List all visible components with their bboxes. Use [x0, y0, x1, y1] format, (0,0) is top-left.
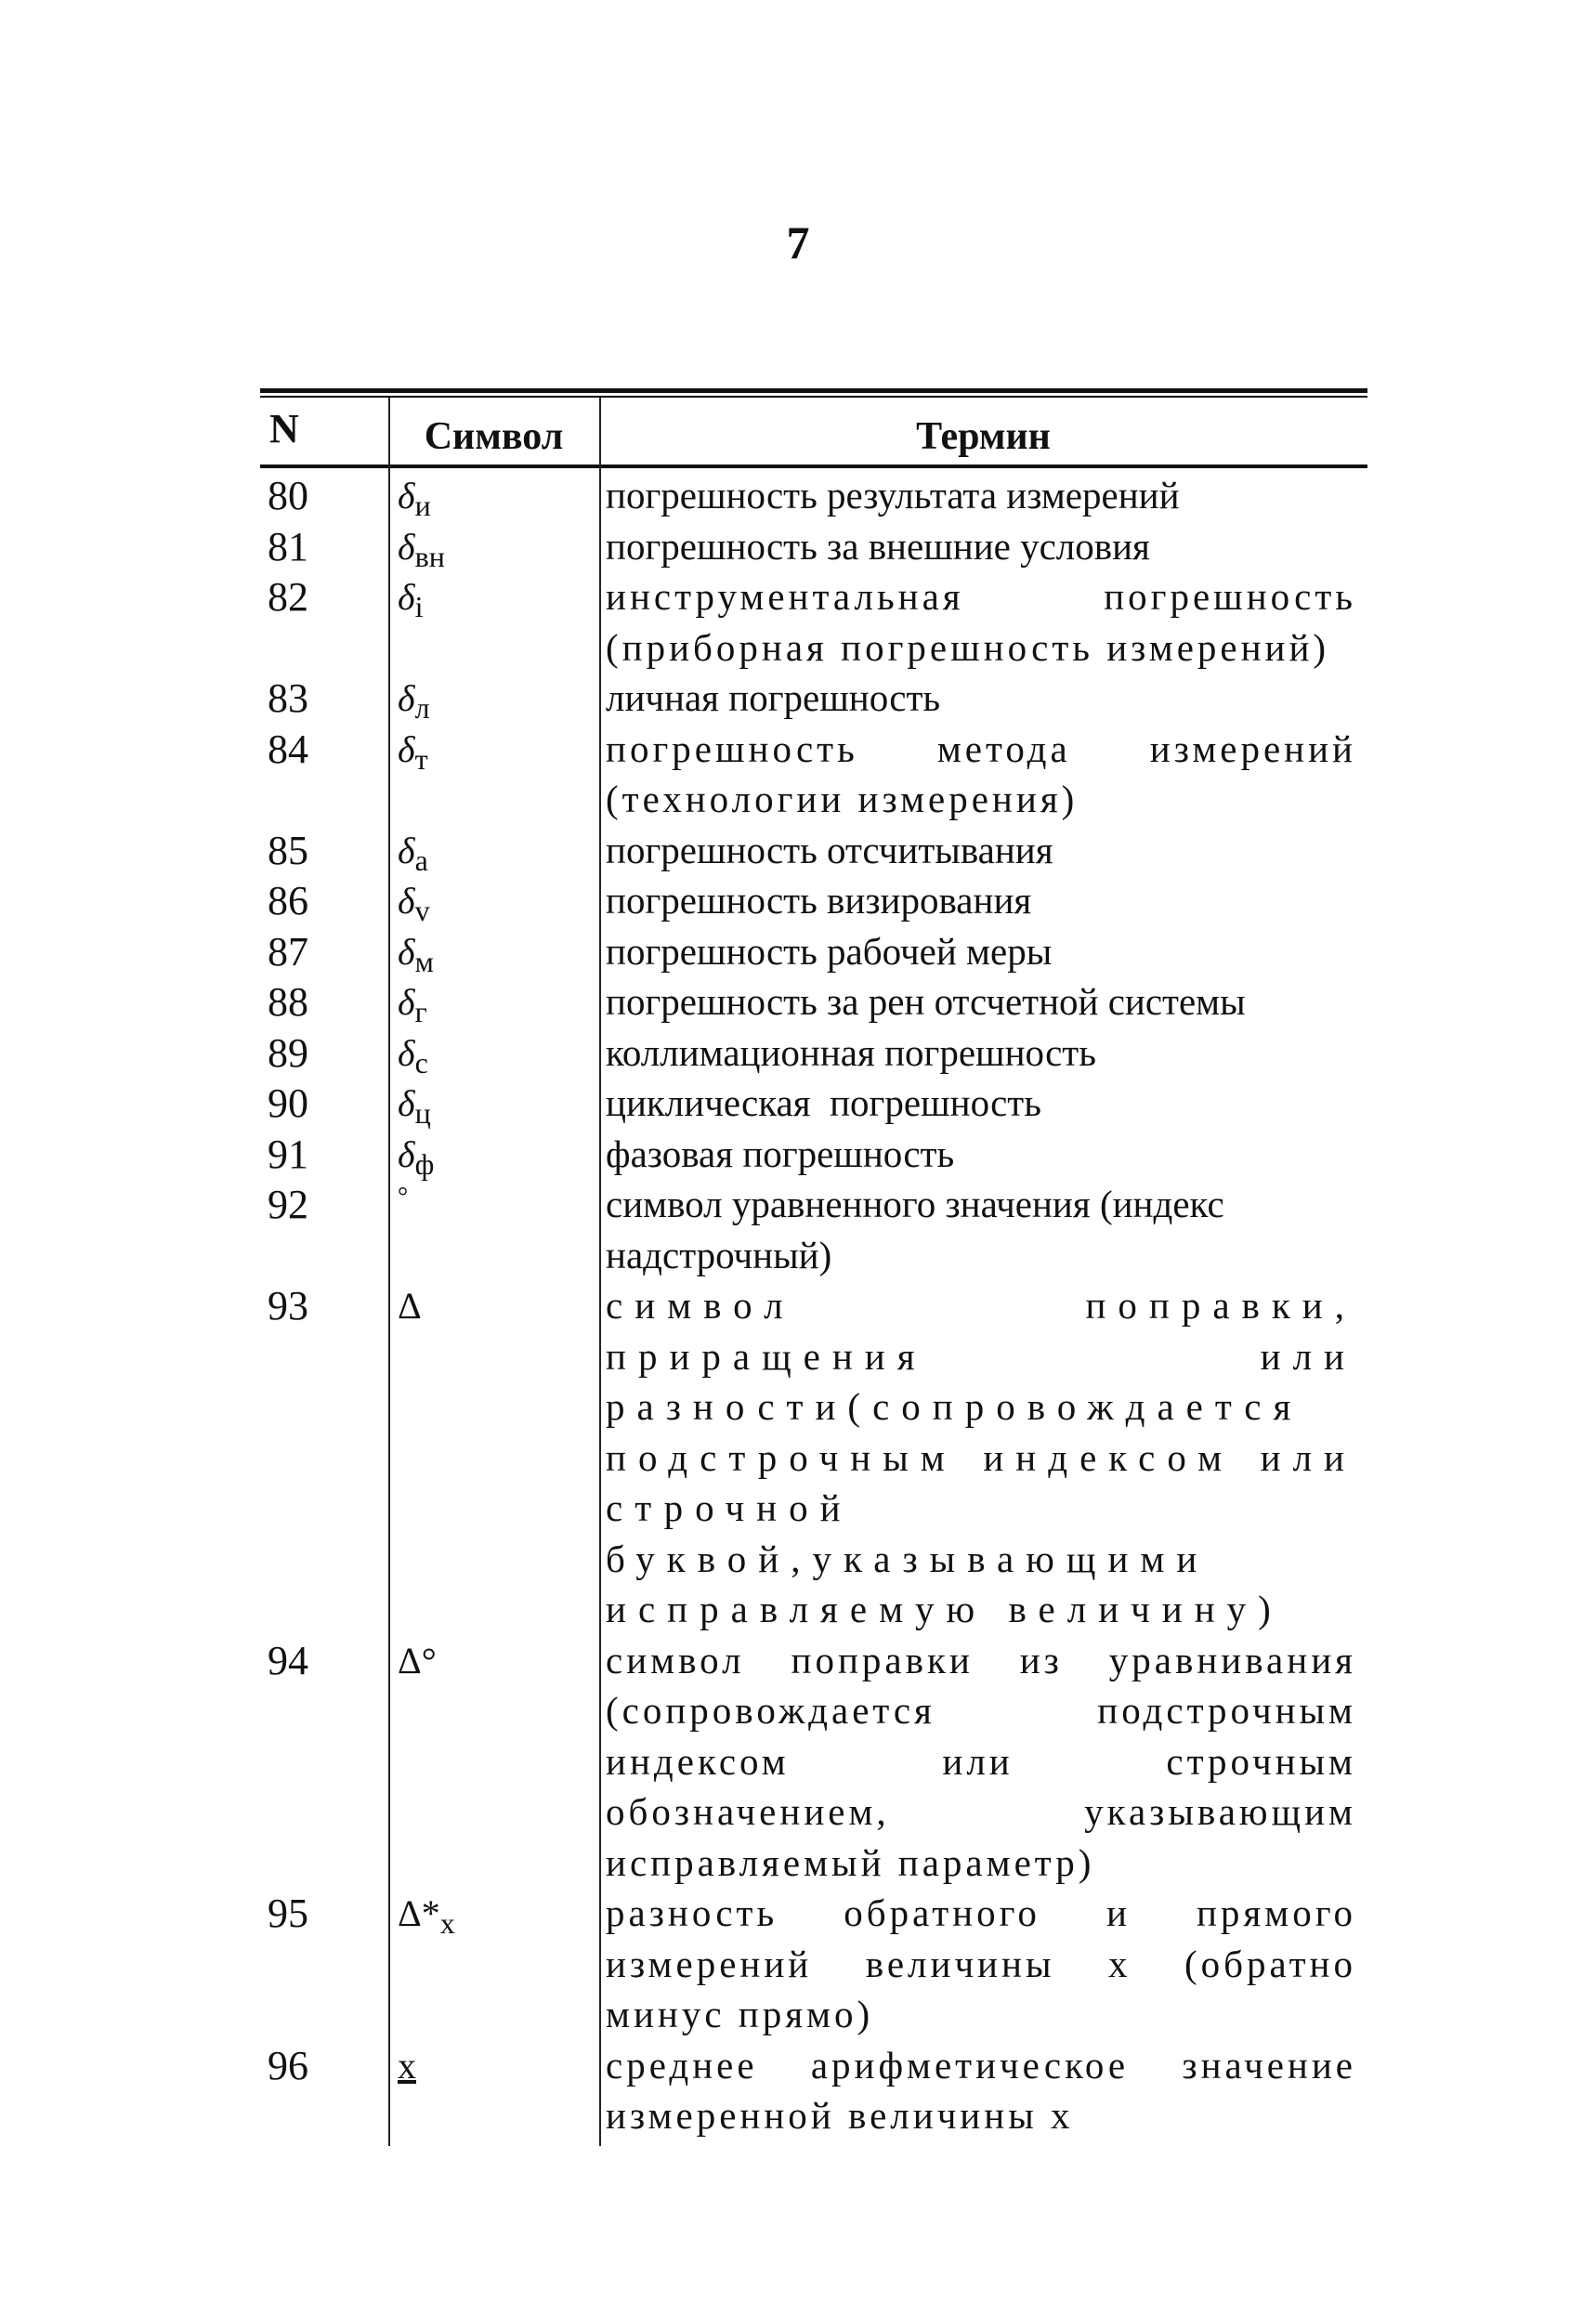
symbol-subscript: с — [414, 1045, 428, 1079]
row-number: 94 — [268, 1637, 308, 1683]
symbol-subscript: i — [414, 590, 424, 623]
symbol-base: δ — [398, 677, 415, 719]
row-term: фазовая погрешность — [606, 1132, 955, 1175]
row-symbol — [398, 926, 434, 980]
row-number: 92 — [268, 1182, 308, 1227]
symbol-subscript: ц — [414, 1096, 431, 1130]
table-row — [260, 1635, 1367, 1889]
header-symbol: Символ — [424, 415, 564, 458]
symbol-subscript: л — [414, 691, 430, 725]
row-term: погрешность за рен отсчетной системы — [606, 980, 1246, 1023]
table-row — [260, 1027, 1367, 1079]
row-number: 91 — [268, 1131, 308, 1177]
row-term: символ уравненного значения (индекс надстрочный) — [606, 1183, 1224, 1276]
row-number: 88 — [268, 979, 308, 1025]
row-number: 80 — [268, 473, 308, 518]
row-symbol — [398, 571, 423, 625]
symbol-base: δ — [398, 727, 415, 770]
row-term: символ поправки из уравнивания (сопровождается подстрочным индексом или строчным обозначением, указывающим исправляемый параметр) — [606, 1638, 1356, 1884]
row-symbol — [398, 1129, 434, 1183]
table-row — [260, 825, 1367, 876]
table-row — [260, 673, 1367, 724]
symbol-subscript: а — [414, 843, 428, 877]
row-term: личная погрешность — [606, 676, 941, 719]
table-row — [260, 724, 1367, 825]
row-term: среднее арифметическое значение измеренной величины x — [606, 2043, 1356, 2137]
symbol-subscript: v — [414, 894, 430, 927]
table-row — [260, 2040, 1367, 2141]
row-symbol — [398, 1888, 455, 1942]
table-row — [260, 976, 1367, 1027]
symbol-base: δ — [398, 1132, 415, 1175]
table-row — [260, 1888, 1367, 2040]
table-row — [260, 875, 1367, 926]
row-symbol — [398, 1027, 428, 1081]
symbol-base: δ — [398, 1031, 415, 1074]
symbol-base: δ — [398, 525, 415, 568]
symbol-base: δ — [398, 475, 415, 517]
table-body — [260, 470, 1367, 2141]
symbols-table — [260, 388, 1367, 2146]
row-number: 82 — [268, 574, 308, 620]
row-number: 85 — [268, 827, 308, 873]
symbol-subscript: ф — [414, 1146, 435, 1181]
table-row — [260, 521, 1367, 572]
row-term: погрешность отсчитывания — [606, 828, 1053, 871]
row-number: 93 — [268, 1283, 308, 1328]
row-number: 90 — [268, 1080, 308, 1126]
table-row — [260, 470, 1367, 521]
row-term: погрешность за внешние условия — [606, 524, 1150, 568]
row-symbol — [398, 470, 431, 524]
row-symbol — [398, 673, 430, 726]
row-symbol: Δ — [398, 1285, 422, 1327]
symbol-subscript: и — [414, 489, 431, 522]
symbol-subscript: x — [439, 1906, 455, 1940]
symbol-subscript: г — [414, 995, 427, 1028]
row-term: инструментальная погрешность (приборная погрешность измерений) — [606, 575, 1356, 669]
row-symbol: x — [398, 2044, 416, 2087]
symbol-base: δ — [398, 829, 415, 871]
row-number: 95 — [268, 1891, 308, 1936]
symbol-base: δ — [398, 930, 415, 973]
symbol-base: δ — [398, 576, 415, 618]
symbol-subscript: т — [414, 741, 428, 776]
row-number: 89 — [268, 1029, 308, 1076]
table-row — [260, 1179, 1367, 1280]
row-symbol — [398, 825, 428, 879]
row-term: символ поправки, приращения или разности(сопровождается подстрочным индексом или строчной буквой,указывающими исправляемую величину) — [606, 1284, 1356, 1630]
row-symbol — [398, 521, 445, 575]
table-row — [260, 1078, 1367, 1129]
row-number: 83 — [268, 675, 308, 721]
row-number: 86 — [268, 878, 308, 923]
table-header-rule — [260, 465, 1367, 468]
row-term: погрешность визирования — [606, 879, 1032, 922]
row-number: 96 — [268, 2042, 308, 2088]
page-number: 7 — [786, 216, 810, 268]
table-row — [260, 1280, 1367, 1635]
row-term: циклическая погрешность — [606, 1081, 1041, 1124]
row-term: разность обратного и прямого измерений величины x (обратно минус прямо) — [606, 1891, 1356, 2035]
row-symbol: ° — [398, 1183, 409, 1211]
row-number: 87 — [268, 928, 308, 975]
table-row — [260, 926, 1367, 977]
row-term: погрешность результата измерений — [606, 474, 1180, 517]
symbol-base: δ — [398, 880, 415, 922]
symbol-base: δ — [398, 1082, 415, 1124]
table-row — [260, 571, 1367, 673]
table-top-rule-thin — [260, 396, 1367, 398]
table-row — [260, 1129, 1367, 1180]
row-term: коллимационная погрешность — [606, 1030, 1096, 1074]
row-number: 84 — [268, 726, 308, 772]
row-term: погрешность метода измерений (технологии измерения) — [606, 726, 1356, 820]
table-top-rule — [260, 388, 1367, 393]
row-symbol: Δ° — [398, 1639, 437, 1681]
row-term: погрешность рабочей меры — [606, 929, 1053, 973]
symbol-subscript: м — [414, 944, 434, 978]
symbol-subscript: вн — [414, 539, 445, 573]
row-symbol — [398, 724, 428, 778]
symbol-base: δ — [398, 981, 415, 1023]
header-term: Термин — [916, 415, 1051, 458]
row-symbol — [398, 875, 430, 929]
row-number: 81 — [268, 523, 308, 569]
header-n: N — [269, 406, 299, 451]
row-symbol — [398, 976, 427, 1030]
row-symbol — [398, 1078, 431, 1132]
symbol-base: Δ* — [398, 1892, 440, 1934]
